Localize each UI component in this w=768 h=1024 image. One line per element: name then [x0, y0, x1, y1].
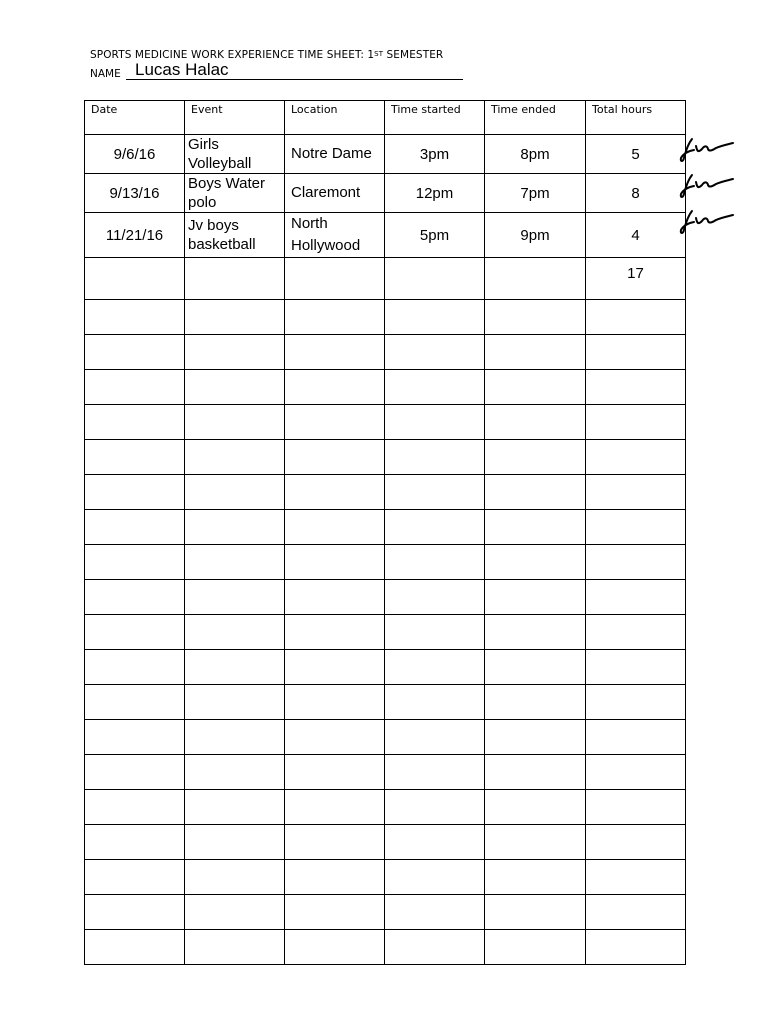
empty-cell: [285, 650, 385, 685]
empty-cell: [586, 790, 686, 825]
empty-cell: [385, 440, 485, 475]
empty-cell: [485, 615, 586, 650]
empty-cell: [586, 860, 686, 895]
empty-cell: [85, 930, 185, 965]
empty-cell: [385, 755, 485, 790]
time-started-cell: 12pm: [385, 174, 485, 213]
name-value: Lucas Halac: [135, 60, 229, 79]
empty-table-row: [85, 545, 686, 580]
empty-cell: [185, 930, 285, 965]
empty-cell: [285, 895, 385, 930]
empty-table-row: [85, 685, 686, 720]
empty-cell: [586, 580, 686, 615]
table-row: [85, 135, 686, 174]
column-header-location: Location: [285, 101, 385, 135]
empty-cell: [85, 685, 185, 720]
empty-cell: [185, 650, 285, 685]
empty-cell: [586, 405, 686, 440]
empty-cell: [586, 440, 686, 475]
empty-cell: [586, 510, 686, 545]
empty-cell: [485, 405, 586, 440]
empty-cell: [85, 300, 185, 335]
empty-cell: [586, 825, 686, 860]
sheet-title: SPORTS MEDICINE WORK EXPERIENCE TIME SHEET: 1ST SEMESTER: [90, 49, 444, 61]
empty-cell: [586, 545, 686, 580]
total-hours-cell: 5: [586, 135, 686, 174]
empty-cell: [586, 720, 686, 755]
table-row: [85, 213, 686, 258]
empty-cell: [85, 545, 185, 580]
empty-table-row: [85, 895, 686, 930]
empty-cell: [285, 440, 385, 475]
empty-cell: [85, 790, 185, 825]
time-ended-cell: [485, 258, 586, 300]
empty-cell: [485, 335, 586, 370]
empty-cell: [485, 545, 586, 580]
empty-table-row: [85, 440, 686, 475]
empty-cell: [285, 720, 385, 755]
empty-cell: [485, 895, 586, 930]
time-ended-cell: 7pm: [485, 174, 586, 213]
empty-cell: [285, 335, 385, 370]
time-started-cell: 3pm: [385, 135, 485, 174]
time-ended-cell: 9pm: [485, 213, 586, 258]
empty-cell: [586, 335, 686, 370]
date-cell: 9/6/16: [85, 135, 185, 174]
total-hours-cell: 4: [586, 213, 686, 258]
empty-table-row: [85, 650, 686, 685]
empty-cell: [385, 615, 485, 650]
empty-cell: [285, 370, 385, 405]
empty-cell: [85, 895, 185, 930]
empty-cell: [85, 370, 185, 405]
empty-cell: [185, 685, 285, 720]
column-header-time-ended: Time ended: [485, 101, 586, 135]
empty-cell: [485, 650, 586, 685]
empty-cell: [385, 650, 485, 685]
empty-cell: [485, 755, 586, 790]
empty-cell: [185, 720, 285, 755]
empty-table-row: [85, 825, 686, 860]
table-row: [85, 258, 686, 300]
empty-cell: [285, 860, 385, 895]
empty-cell: [285, 790, 385, 825]
empty-cell: [285, 580, 385, 615]
empty-cell: [85, 825, 185, 860]
event-cell: [185, 258, 285, 300]
empty-cell: [85, 860, 185, 895]
empty-cell: [185, 825, 285, 860]
empty-cell: [85, 615, 185, 650]
empty-cell: [185, 405, 285, 440]
empty-cell: [485, 370, 586, 405]
empty-cell: [385, 860, 485, 895]
empty-cell: [485, 930, 586, 965]
empty-cell: [485, 790, 586, 825]
empty-cell: [285, 545, 385, 580]
empty-cell: [185, 300, 285, 335]
empty-table-row: [85, 860, 686, 895]
time-ended-cell: 8pm: [485, 135, 586, 174]
empty-cell: [185, 895, 285, 930]
column-header-time-started: Time started: [385, 101, 485, 135]
empty-cell: [185, 615, 285, 650]
empty-cell: [185, 335, 285, 370]
empty-cell: [185, 440, 285, 475]
empty-cell: [285, 300, 385, 335]
total-hours-cell: 17: [586, 258, 686, 300]
empty-cell: [586, 615, 686, 650]
column-header-event: Event: [185, 101, 285, 135]
time-started-cell: 5pm: [385, 213, 485, 258]
empty-table-row: [85, 370, 686, 405]
empty-cell: [385, 790, 485, 825]
empty-cell: [85, 335, 185, 370]
empty-cell: [385, 300, 485, 335]
empty-cell: [586, 650, 686, 685]
empty-cell: [185, 580, 285, 615]
empty-table-row: [85, 720, 686, 755]
empty-cell: [485, 300, 586, 335]
column-header-date: Date: [85, 101, 185, 135]
empty-cell: [285, 685, 385, 720]
empty-table-row: [85, 300, 686, 335]
empty-cell: [385, 825, 485, 860]
event-cell: Jv boys basketball: [185, 213, 285, 258]
empty-cell: [385, 930, 485, 965]
empty-cell: [185, 755, 285, 790]
empty-cell: [586, 930, 686, 965]
empty-cell: [85, 510, 185, 545]
empty-cell: [586, 300, 686, 335]
empty-cell: [485, 440, 586, 475]
time-started-cell: [385, 258, 485, 300]
empty-cell: [185, 860, 285, 895]
empty-cell: [285, 755, 385, 790]
empty-cell: [385, 895, 485, 930]
empty-table-row: [85, 335, 686, 370]
empty-table-row: [85, 510, 686, 545]
location-cell: Notre Dame: [285, 135, 385, 174]
empty-cell: [185, 790, 285, 825]
empty-cell: [485, 685, 586, 720]
empty-cell: [586, 685, 686, 720]
empty-cell: [285, 510, 385, 545]
empty-cell: [285, 825, 385, 860]
empty-table-row: [85, 930, 686, 965]
total-hours-cell: 8: [586, 174, 686, 213]
empty-cell: [485, 720, 586, 755]
location-cell: North Hollywood: [285, 213, 385, 258]
empty-cell: [485, 825, 586, 860]
empty-cell: [385, 545, 485, 580]
empty-table-row: [85, 475, 686, 510]
event-cell: Boys Water polo: [185, 174, 285, 213]
empty-cell: [485, 580, 586, 615]
empty-cell: [586, 370, 686, 405]
empty-cell: [385, 685, 485, 720]
time-sheet-table: [84, 100, 686, 965]
empty-cell: [385, 720, 485, 755]
name-row: [90, 60, 463, 82]
empty-cell: [185, 545, 285, 580]
empty-cell: [485, 510, 586, 545]
empty-cell: [385, 370, 485, 405]
empty-table-row: [85, 790, 686, 825]
empty-cell: [385, 335, 485, 370]
empty-cell: [285, 475, 385, 510]
empty-cell: [85, 475, 185, 510]
empty-cell: [185, 510, 285, 545]
empty-table-row: [85, 615, 686, 650]
empty-cell: [385, 510, 485, 545]
empty-table-row: [85, 755, 686, 790]
column-header-total-hours: Total hours: [586, 101, 686, 135]
date-cell: 9/13/16: [85, 174, 185, 213]
initials-icon: [678, 136, 736, 164]
empty-cell: [285, 930, 385, 965]
event-cell: Girls Volleyball: [185, 135, 285, 174]
empty-cell: [85, 405, 185, 440]
empty-cell: [385, 405, 485, 440]
location-cell: [285, 258, 385, 300]
location-cell: Claremont: [285, 174, 385, 213]
empty-cell: [85, 755, 185, 790]
header-row: [85, 101, 686, 135]
empty-cell: [385, 475, 485, 510]
empty-cell: [586, 475, 686, 510]
empty-cell: [586, 895, 686, 930]
initials-icon: [678, 172, 736, 200]
empty-cell: [85, 720, 185, 755]
name-label: NAME: [90, 68, 121, 80]
empty-cell: [185, 370, 285, 405]
empty-cell: [185, 475, 285, 510]
empty-cell: [85, 580, 185, 615]
empty-cell: [385, 580, 485, 615]
date-cell: [85, 258, 185, 300]
empty-cell: [485, 860, 586, 895]
initials-icon: [678, 208, 736, 236]
empty-cell: [85, 650, 185, 685]
date-cell: 11/21/16: [85, 213, 185, 258]
empty-cell: [586, 755, 686, 790]
empty-cell: [485, 475, 586, 510]
empty-cell: [285, 405, 385, 440]
table-row: [85, 174, 686, 213]
empty-table-row: [85, 580, 686, 615]
empty-cell: [85, 440, 185, 475]
empty-table-row: [85, 405, 686, 440]
empty-cell: [285, 615, 385, 650]
